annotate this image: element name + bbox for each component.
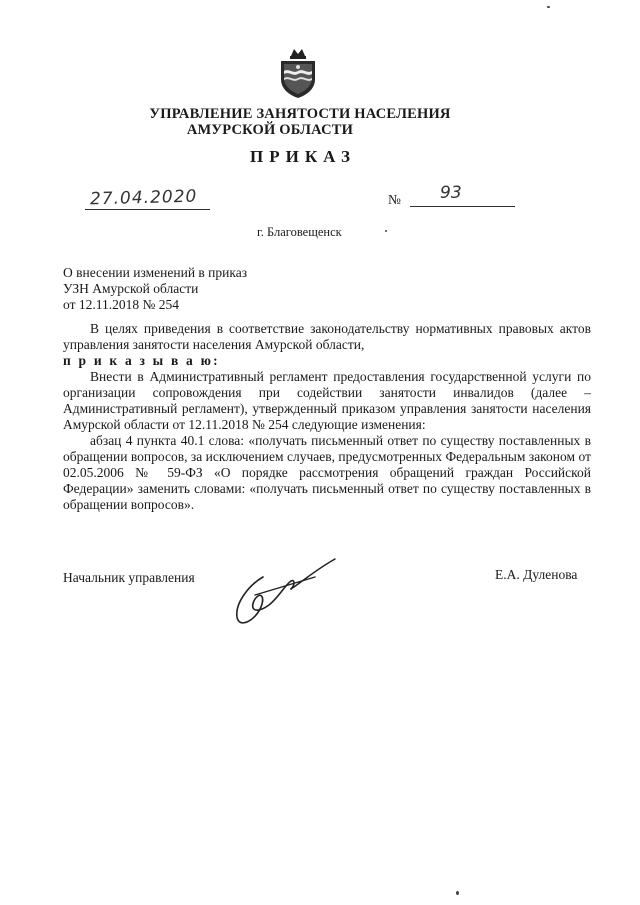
scan-speck — [385, 230, 387, 232]
date-underline — [85, 209, 210, 210]
number-underline — [410, 206, 515, 207]
order-number: 93 — [440, 183, 462, 203]
organization-name-line1: УПРАВЛЕНИЕ ЗАНЯТОСТИ НАСЕЛЕНИЯ — [149, 106, 451, 122]
signatory-position: Начальник управления — [63, 570, 195, 585]
paragraph-2: абзац 4 пункта 40.1 слова: «получать письменный ответ по существу поставленных в обращении вопросов, за исключением случаев, предусмотренных Федеральным законом от 02.05.2006 № 59-ФЗ «О порядке рассмотрения обращений граждан Российской Федерации» заменить словами: «получать письменный ответ по существу поставленных в обращении вопросов». — [63, 433, 591, 512]
subject-line: УЗН Амурской области — [63, 281, 199, 296]
handwritten-signature — [225, 555, 350, 635]
order-word: п р и к а з ы в а ю: — [63, 353, 220, 368]
signatory-name: Е.А. Дуленова — [495, 567, 578, 582]
intro-paragraph: В целях приведения в соответствие законодательству нормативных правовых актов управления занятости населения Амурской области, — [63, 321, 591, 352]
scan-speck — [456, 891, 459, 895]
paragraph-1: Внести в Административный регламент предоставления государственной услуги по организации сопровождения при содействии занятости инвалидов (далее – Административный регламент), утвержденный приказом управления занятости населения Амурской области от 12.11.2018 № 254 следующие изменения: — [63, 369, 591, 432]
order-date: 27.04.2020 — [89, 186, 198, 210]
document-body — [63, 321, 591, 513]
subject-line: от 12.11.2018 № 254 — [63, 297, 179, 312]
organization-name-line2: АМУРСКОЙ ОБЛАСТИ — [186, 122, 354, 138]
number-sign: № — [388, 192, 401, 207]
coat-of-arms-icon — [277, 47, 319, 99]
subject-line: О внесении изменений в приказ — [63, 265, 248, 280]
document-title: ПРИКАЗ — [250, 147, 356, 166]
subject-block — [63, 265, 247, 313]
scan-speck — [547, 6, 550, 8]
city: г. Благовещенск — [257, 225, 342, 239]
